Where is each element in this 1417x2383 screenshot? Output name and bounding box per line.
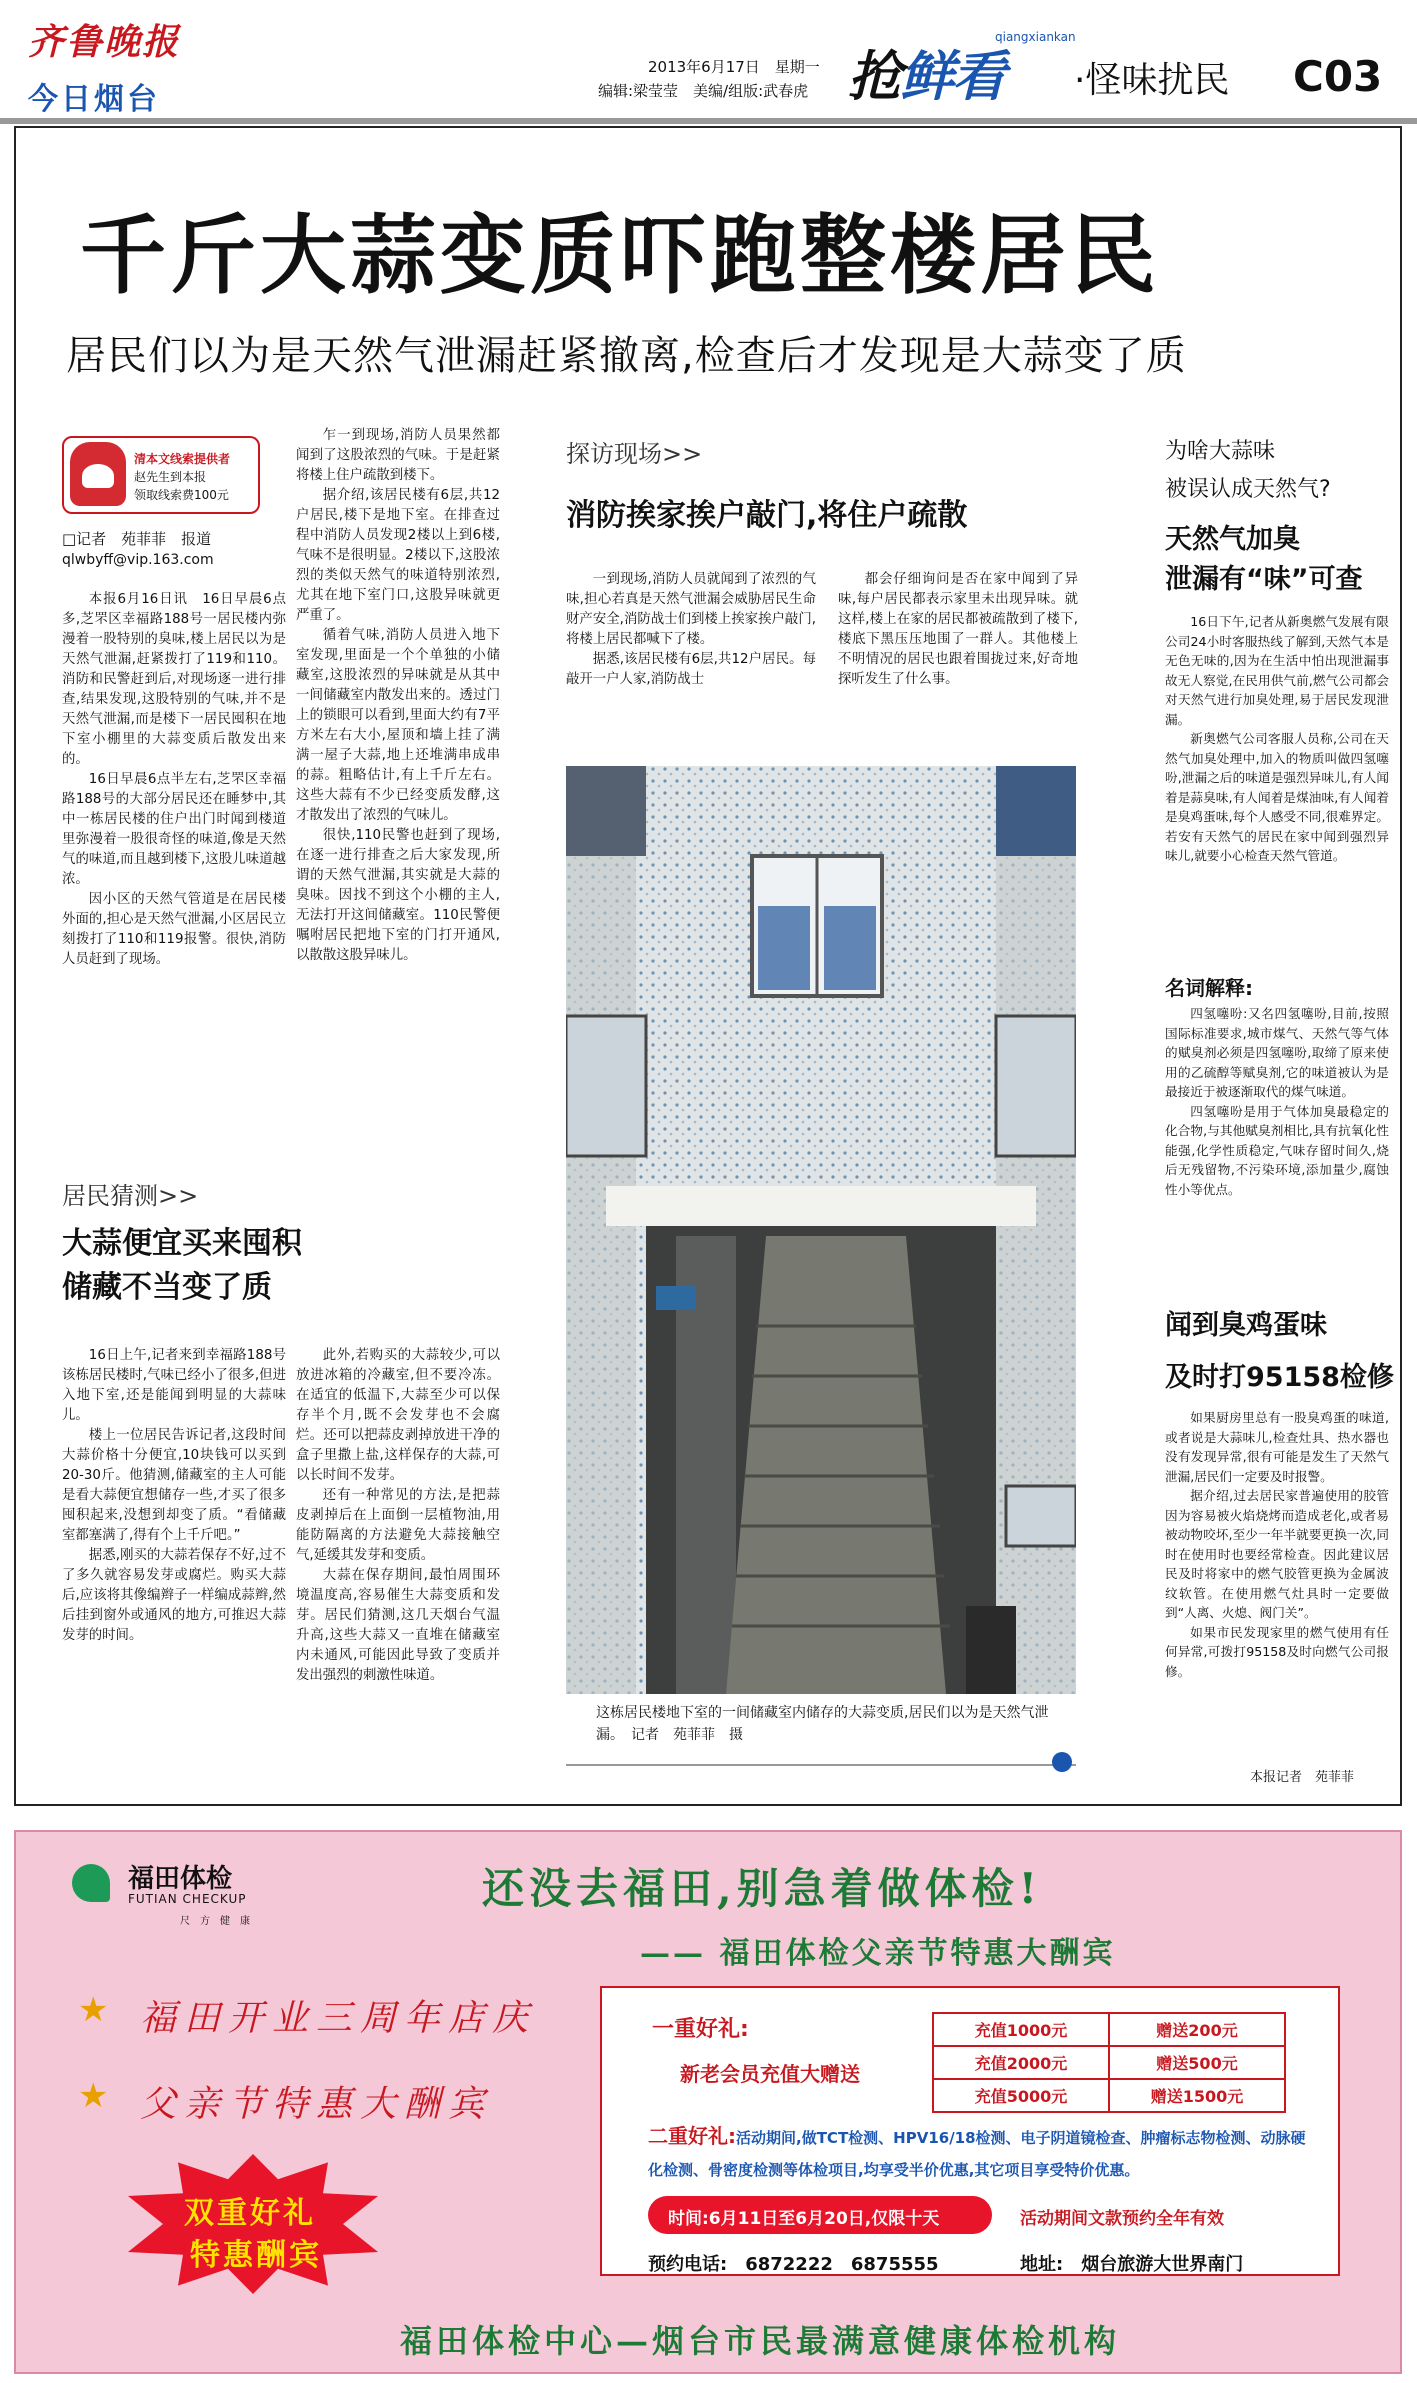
- ad-anniversary: 福田开业三周年店庆: [140, 1998, 537, 2039]
- badge-line-1: 双重好礼: [184, 2196, 316, 2231]
- photo-caption: 这栋居民楼地下室的一间储藏室内储存的大蒜变质,居民们以为是天然气泄漏。 记者 苑菲菲 摄: [596, 1705, 1049, 1743]
- editors-credit: 编辑:梁莹莹 美编/组版:武春虎: [598, 82, 809, 100]
- table-row: [933, 2046, 1285, 2079]
- caption-marker-icon: [1052, 1752, 1072, 1772]
- heading-line-2: 及时打95158检修: [1165, 1362, 1394, 1393]
- paragraph: 16日上午,记者来到幸福路188号该栋居民楼时,气味已经小了很多,但进入地下室,还是能闻到明显的大蒜味儿。: [62, 1348, 286, 1423]
- byline: □记者 苑菲菲 报道: [62, 530, 212, 548]
- gift-2-title: 二重好礼:: [648, 2124, 736, 2148]
- paragraph: 16日早晨6点半左右,芝罘区幸福路188号的大部分居民还在睡梦中,其中一栋居民楼的住户出门时闻到楼道里弥漫着一股很奇怪的味道,像是天然气的味道,而且越到楼下,这股儿味道越浓。: [62, 772, 286, 887]
- ad-brand-english: FUTIAN CHECKUP: [128, 1892, 247, 1906]
- recharge-table: [932, 2012, 1286, 2113]
- heading-line-1: 大蒜便宜买来囤积: [62, 1226, 302, 1261]
- paragraph: 据介绍,过去居民家普遍使用的胶管因为容易被火焰烧烤而造成老化,或者易被动物咬坏,至少一年半就要更换一次,同时在使用时也要经常检查。因此建议居民及时将家中的燃气胶管更换为金属波纹软管。在使用燃气灶具时一定要做到“人离、火熄、阀门关”。: [1165, 1488, 1389, 1620]
- body-column-9: [296, 1346, 500, 1686]
- ad-brand-motto: 尺 方 健 康: [180, 1916, 250, 1927]
- paragraph: 16日下午,记者从新奥燃气发展有限公司24小时客服热线了解到,天然气本是无色无味的,因为在生活中怕出现泄漏事故无人察觉,在民用供气前,燃气公司都会对天然气进行加臭处理,易于居民发现泄漏。: [1165, 614, 1389, 727]
- section-rubric-visit: 探访现场>>: [566, 440, 703, 468]
- star-icon: ★: [78, 1990, 109, 2030]
- paragraph: 很快,110民警也赶到了现场,在逐一进行排查之后大家发现,所谓的天然气泄漏,其实就是大蒜的臭味。因找不到这个小棚的主人,无法打开这间储藏室。110民警便嘱咐居民把地下室的门打开通风,以散散这股异味儿。: [296, 828, 500, 963]
- gift-2: [648, 2120, 1320, 2186]
- section-rubric-why-line-1: 为啥大蒜味: [1165, 439, 1276, 464]
- paragraph: 楼上一位居民告诉记者,这段时间大蒜价格十分便宜,10块钱可以买到20-30斤。他猜测,储藏室的主人可能是看大蒜便宜想储存一些,才买了很多囤积起来,没想到却变了质。“看储藏室都塞满了,得有个上千斤吧。”: [62, 1428, 286, 1543]
- hotline-line-3: 领取线索费100元: [134, 488, 229, 502]
- paragraph: 本报6月16日讯 16日早晨6点多,芝罘区幸福路188号一居民楼内弥漫着一股特别的臭味,楼上居民以为是天然气泄漏,赶紧拨打了119和110。消防和民警赶到后,对现场逐一进行排查,结果发现,这股特别的气味,并不是天然气泄漏,而是楼下一居民囤积在地下室小棚里的大蒜变质后散发出来的。: [62, 592, 286, 767]
- glossary-body: [1165, 1004, 1389, 1199]
- paragraph: 此外,若购买的大蒜较少,可以放进冰箱的冷藏室,但不要冷冻。在适宜的低温下,大蒜至少可以保存半个月,既不会发芽也不会腐烂。还可以把蒜皮剥掉放进干净的盒子里撒上盐,这样保存的大蒜,可以长时间不发芽。: [296, 1348, 500, 1483]
- heading-line-1: 闻到臭鸡蛋味: [1165, 1310, 1327, 1341]
- recharge-amount: 充值5000元: [933, 2079, 1109, 2112]
- masthead-logo: 齐鲁晚报: [28, 21, 181, 63]
- table-row: [933, 2079, 1285, 2112]
- paragraph: 都会仔细询问是否在家中闻到了异味,每户居民都表示家里未出现异味。就这样,楼上在家的居民都被疏散到了楼下,楼底下黑压压地围了一群人。其他楼上不明情况的居民也跟着围拢过来,好奇地探听发生了什么事。: [838, 572, 1078, 687]
- body-column-1: [62, 590, 286, 970]
- body-column-5: [1165, 612, 1389, 866]
- booking-validity: 活动期间文款预约全年有效: [1020, 2209, 1224, 2229]
- heading-line-2: 泄漏有“味”可查: [1165, 564, 1363, 595]
- building-illustration: [566, 766, 1076, 1694]
- gift-1-title: 一重好礼:: [652, 2017, 749, 2042]
- body-column-3: [566, 570, 816, 690]
- badge-line-2: 特惠酬宾: [190, 2238, 322, 2273]
- paragraph: 乍一到现场,消防人员果然都闻到了这股浓烈的气味。于是赶紧将楼上住户疏散到楼下。: [296, 428, 500, 483]
- ad-brand-name: 福田体检: [128, 1864, 233, 1894]
- heart-cross-logo-icon: [72, 1864, 110, 1902]
- ad-footer-slogan: 福田体检中心—烟台市民最满意健康体检机构: [400, 2322, 1121, 2360]
- section-logo-part-a: 抢: [848, 45, 900, 108]
- heading-line-2: 储藏不当变了质: [62, 1270, 272, 1305]
- bonus-amount: 赠送500元: [1109, 2046, 1285, 2079]
- gift-1-description: 新老会员充值大赠送: [680, 2062, 860, 2086]
- header-divider: [0, 118, 1417, 124]
- paragraph: 一到现场,消防人员就闻到了浓烈的气味,担心若真是天然气泄漏会威胁居民生命财产安全,消防战士们到楼上挨家挨户敲门,将楼上居民都喊下了楼。: [566, 572, 816, 647]
- paragraph: 据悉,该居民楼有6层,共12户居民。每敲开一户人家,消防战士: [566, 652, 816, 687]
- section-heading-visit: 消防挨家挨户敲门,将住户疏散: [566, 498, 968, 533]
- star-icon: ★: [78, 2076, 109, 2116]
- body-column-8: [62, 1346, 286, 1646]
- hotline-line-1: 清本文线索提供者: [134, 452, 231, 466]
- ad-fathers-day: 父亲节特惠大酬宾: [140, 2084, 493, 2125]
- gift-2-description: 活动期间,做TCT检测、HPV16/18检测、电子阴道镜检查、肿瘤标志物检测、动脉硬化检测、骨密度检测等体检项目,均享受半价优惠,其它项目享受特价优惠。: [648, 2129, 1306, 2179]
- recharge-amount: 充值1000元: [933, 2013, 1109, 2046]
- edition-name: 今日烟台: [28, 82, 160, 117]
- bonus-amount: 赠送1500元: [1109, 2079, 1285, 2112]
- body-column-4: [838, 570, 1078, 690]
- ad-headline: 还没去福田,别急着做体检!: [482, 1864, 1043, 1913]
- paragraph: 新奥燃气公司客服人员称,公司在天然气加臭处理中,加入的物质叫做四氢噻吩,泄漏之后的味道是强烈异味儿,有人闻着是蒜臭味,有人闻着是煤油味,有人闻着是臭鸡蛋味,每个人感受不同,很难界定。若安有天然气的居民在家中闻到强烈异味儿,就要小心检查天然气管道。: [1165, 731, 1389, 863]
- telephone-icon: [70, 442, 126, 506]
- glossary-title: 名词解释:: [1165, 976, 1253, 1000]
- building-photo: [566, 766, 1076, 1694]
- page-number: C03: [1293, 52, 1383, 101]
- offer-period: 时间:6月11日至6月20日,仅限十天: [668, 2209, 940, 2229]
- section-heading-guess: [62, 1222, 302, 1310]
- paragraph: 因小区的天然气管道是在居民楼外面的,担心是天然气泄漏,小区居民立刻拨打了110和119报警。很快,消防人员赶到了现场。: [62, 892, 286, 967]
- article-title: 千斤大蒜变质吓跑整楼居民: [80, 206, 1160, 306]
- paragraph: 据悉,刚买的大蒜若保存不好,过不了多久就容易发芽或腐烂。购买大蒜后,应该将其像编辫子一样编成蒜辫,然后挂到窗外或通风的地方,可推迟大蒜发芽的时间。: [62, 1548, 286, 1643]
- paragraph: 据介绍,该居民楼有6层,共12户居民,楼下是地下室。在排查过程中消防人员发现2楼以上到6楼,气味不是很明显。2楼以下,这股浓烈的类似天然气的味道特别浓烈,尤其在地下室门口,这股异味就更严重了。: [296, 488, 500, 623]
- issue-date: 2013年6月17日 星期一: [648, 58, 820, 76]
- section-pinyin: qiangxiankan: [995, 30, 1076, 44]
- reporter-signoff: 本报记者 苑菲菲: [1250, 1770, 1355, 1785]
- article-subtitle: 居民们以为是天然气泄漏赶紧撤离,检查后才发现是大蒜变了质: [66, 333, 1187, 379]
- body-column-7: [1165, 1408, 1389, 1681]
- section-tag: ·怪味扰民: [1074, 60, 1230, 101]
- section-logo-part-b: 鲜看: [900, 45, 1004, 108]
- reporter-email: qlwbyff@vip.163.com: [62, 552, 214, 568]
- paragraph: 四氢噻吩:又名四氢噻吩,目前,按照国际标准要求,城市煤气、天然气等气体的赋臭剂必须是四氢噻吩,取缔了原来使用的乙硫醇等赋臭剂,它的味道被认为是最接近于被逐渐取代的煤气味道。: [1165, 1006, 1389, 1099]
- section-heading-why: [1165, 520, 1363, 600]
- section-logo: [848, 34, 1004, 111]
- section-rubric-why-line-2: 被误认成天然气?: [1165, 477, 1331, 502]
- bonus-amount: 赠送200元: [1109, 2013, 1285, 2046]
- paragraph: 如果市民发现家里的燃气使用有任何异常,可拨打95158及时向燃气公司报修。: [1165, 1624, 1389, 1679]
- paragraph: 还有一种常见的方法,是把蒜皮剥掉后在上面倒一层植物油,用能防隔离的方法避免大蒜接触空气,延缓其发芽和变质。: [296, 1488, 500, 1563]
- section-rubric-guess: 居民猜测>>: [62, 1182, 199, 1210]
- hotline-line-2: 赵先生到本报: [134, 470, 207, 484]
- section-heading-smell: [1165, 1300, 1394, 1404]
- paragraph: 如果厨房里总有一股臭鸡蛋的味道,或者说是大蒜味儿,检查灶具、热水器也没有发现异常,很有可能是发生了天然气泄漏,居民们一定要及时报警。: [1165, 1410, 1389, 1484]
- address: 地址: 烟台旅游大世界南门: [1020, 2254, 1244, 2275]
- table-row: [933, 2013, 1285, 2046]
- heading-line-1: 天然气加臭: [1165, 524, 1300, 555]
- paragraph: 大蒜在保存期间,最怕周围环境温度高,容易催生大蒜变质和发芽。居民们猜测,这几天烟台气温升高,这些大蒜又一直堆在储藏室内未通风,可能因此导致了变质并发出强烈的刺激性味道。: [296, 1568, 500, 1683]
- recharge-amount: 充值2000元: [933, 2046, 1109, 2079]
- ad-subheadline: —— 福田体检父亲节特惠大酬宾: [640, 1936, 1116, 1971]
- body-column-2: [296, 426, 500, 966]
- booking-phone: 预约电话: 6872222 6875555: [648, 2254, 939, 2275]
- paragraph: 四氢噻吩是用于气体加臭最稳定的化合物,与其他赋臭剂相比,具有抗氧化性能强,化学性质稳定,气味存留时间久,烧后无残留物,不污染环境,添加量少,腐蚀性小等优点。: [1165, 1103, 1389, 1197]
- paragraph: 循着气味,消防人员进入地下室发现,里面是一个个单独的小储藏室,这股浓烈的异味就是从其中一间储藏室内散发出来的。透过门上的锁眼可以看到,里面大约有7平方米左右大小,屋顶和墙上挂了满满一屋子大蒜,地上还堆满串成串的蒜。粗略估计,有上千斤左右。这些大蒜有不少已经变质发酵,这才散发出了浓烈的气味儿。: [296, 628, 500, 823]
